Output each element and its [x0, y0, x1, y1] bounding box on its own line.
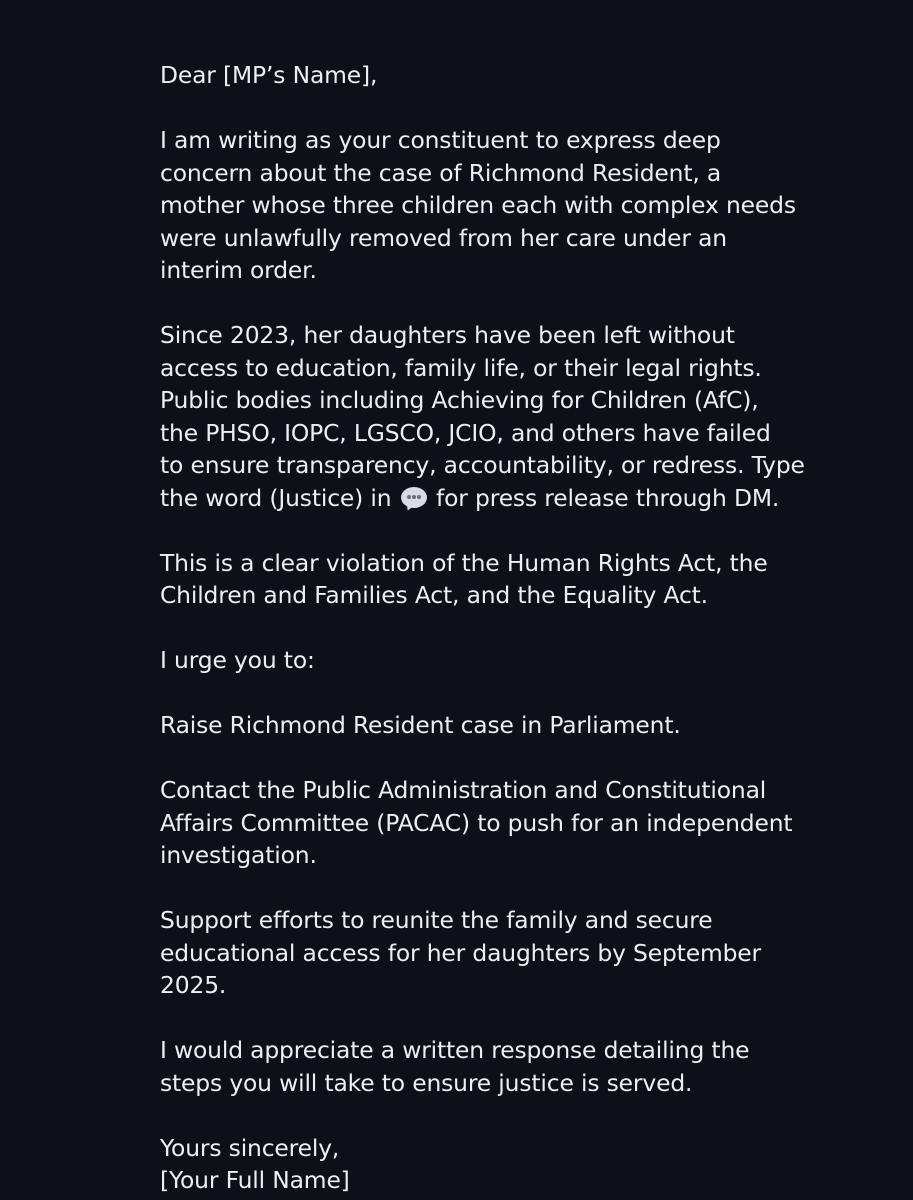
paragraph-violation	[160, 547, 800, 612]
text-line: Affairs Committee (PACAC) to push for an independent	[160, 808, 793, 837]
text-line: Raise Richmond Resident case in Parliament.	[160, 711, 681, 739]
letter-body	[160, 59, 805, 1197]
action-raise-case	[160, 709, 800, 742]
signoff: Yours sincerely,	[160, 1133, 340, 1162]
paragraph-concern	[160, 124, 800, 287]
text-line: educational access for her daughters by September	[160, 938, 761, 967]
speech-balloon-icon	[401, 487, 427, 511]
closing	[160, 1132, 800, 1197]
text-line: Support efforts to reunite the family and secure	[160, 906, 713, 934]
text-line: concern about the case of Richmond Resident, a	[160, 158, 722, 187]
text-line: steps you will take to ensure justice is served.	[160, 1068, 693, 1097]
action-contact-pacac	[160, 774, 800, 872]
text-line: were unlawfully removed from her care under an	[160, 223, 727, 252]
signature: [Your Full Name]	[160, 1166, 350, 1194]
text-line: Contact the Public Administration and Constitutional	[160, 776, 767, 804]
text-line: to ensure transparency, accountability, or redress. Type	[160, 451, 805, 479]
text-line: Public bodies including Achieving for Children (AfC),	[160, 386, 759, 414]
text-line: Children and Families Act, and the Equality Act.	[160, 581, 708, 609]
text-line: interim order.	[160, 256, 317, 284]
text-line: Since 2023, her daughters have been left without	[160, 321, 735, 349]
text-line: I urge you to:	[160, 646, 315, 674]
text-line: I am writing as your constituent to express deep	[160, 126, 721, 154]
text-line: 2025.	[160, 971, 227, 999]
paragraph-background	[160, 319, 805, 514]
salutation-line: Dear [MP’s Name],	[160, 61, 378, 89]
text-after-icon: for press release through DM.	[436, 483, 780, 512]
paragraph-request	[160, 1034, 800, 1099]
salutation	[160, 59, 800, 92]
action-support-family	[160, 904, 800, 1002]
urge-intro	[160, 644, 800, 677]
text-line-with-icon	[160, 482, 800, 515]
text-line: the PHSO, IOPC, LGSCO, JCIO, and others have failed	[160, 418, 771, 447]
text-line: I would appreciate a written response detailing the	[160, 1036, 750, 1064]
text-line: access to education, family life, or their legal rights.	[160, 353, 762, 382]
text-line: This is a clear violation of the Human Rights Act, the	[160, 548, 768, 577]
text-before-icon: the word (Justice) in	[160, 483, 392, 512]
text-line: investigation.	[160, 841, 317, 869]
text-line: mother whose three children each with complex needs	[160, 191, 796, 219]
